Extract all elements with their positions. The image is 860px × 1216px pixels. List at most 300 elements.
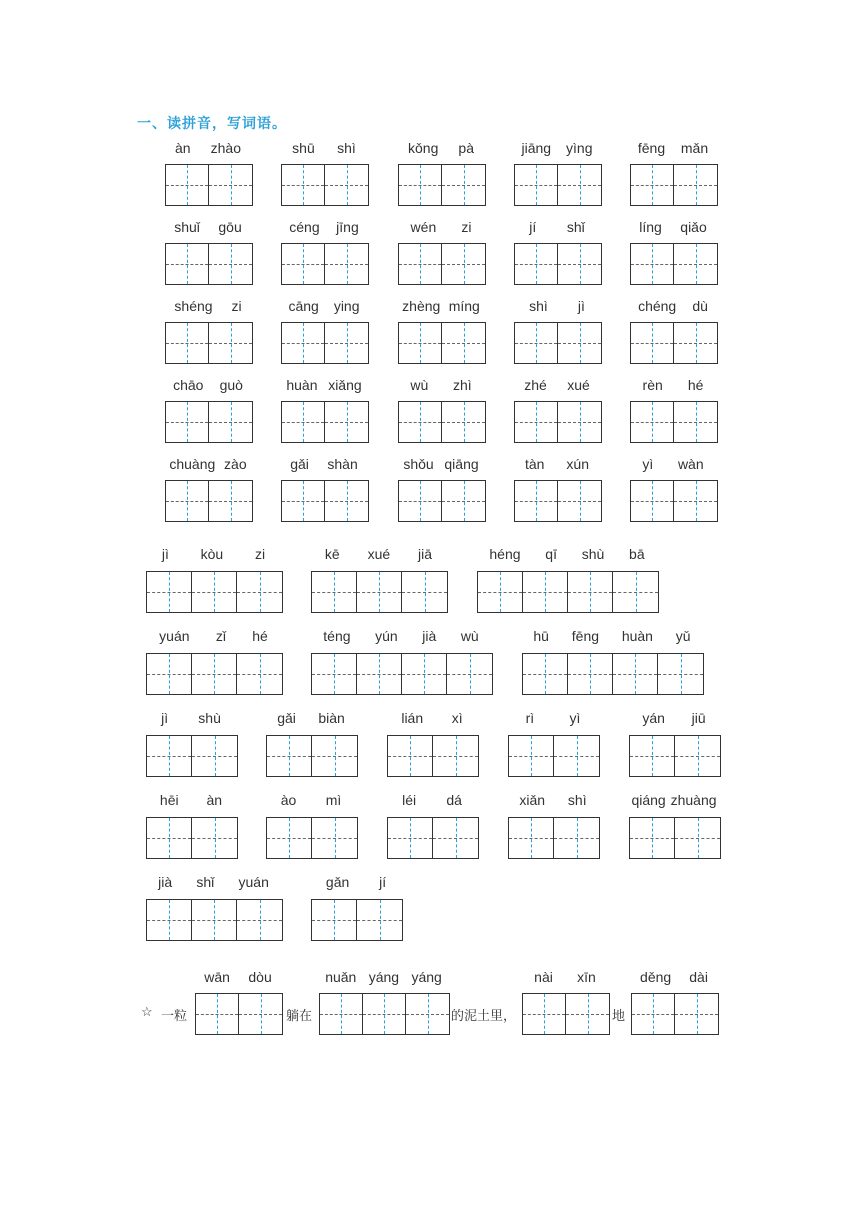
writing-cell[interactable] [558, 323, 601, 363]
writing-grid[interactable] [514, 164, 602, 206]
pinyin-label [508, 792, 598, 812]
writing-cell[interactable] [325, 481, 368, 521]
pinyin-syllable: xué [367, 546, 391, 562]
pinyin-syllable: míng [448, 298, 480, 314]
writing-grid[interactable] [387, 735, 479, 777]
pinyin-syllable: qiáng [631, 792, 666, 808]
writing-grid[interactable] [630, 322, 718, 364]
writing-cell[interactable] [282, 244, 325, 284]
pinyin-label [195, 969, 281, 989]
pinyin-syllable: tàn [524, 456, 545, 472]
writing-cell[interactable] [388, 818, 433, 858]
pinyin-syllable: yìng [566, 140, 593, 156]
pinyin-syllable: chéng [638, 298, 677, 314]
pinyin-syllable: wān [204, 969, 230, 985]
pinyin-label [630, 456, 716, 476]
pinyin-label [514, 298, 600, 318]
writing-grid[interactable] [195, 993, 283, 1035]
writing-cell[interactable] [566, 994, 609, 1034]
writing-cell[interactable] [196, 994, 239, 1034]
writing-cell[interactable] [515, 402, 558, 442]
pinyin-syllable: shì [529, 298, 548, 314]
writing-grid[interactable] [398, 164, 486, 206]
writing-cell[interactable] [166, 165, 209, 205]
word-item [311, 628, 491, 699]
pinyin-syllable: zhào [210, 140, 241, 156]
writing-cell[interactable] [554, 736, 599, 776]
pinyin-label [311, 874, 401, 894]
writing-cell[interactable] [478, 572, 523, 612]
writing-grid[interactable] [146, 735, 238, 777]
writing-cell[interactable] [237, 654, 282, 694]
word-item [514, 298, 600, 368]
writing-cell[interactable] [399, 402, 442, 442]
writing-grid[interactable] [311, 653, 493, 695]
writing-cell[interactable] [209, 323, 252, 363]
writing-cell[interactable] [399, 323, 442, 363]
writing-cell[interactable] [166, 323, 209, 363]
writing-cell[interactable] [631, 481, 674, 521]
writing-grid[interactable] [522, 653, 704, 695]
writing-grid[interactable] [631, 993, 719, 1035]
writing-cell[interactable] [675, 994, 718, 1034]
writing-cell[interactable] [147, 818, 192, 858]
writing-grid[interactable] [146, 653, 283, 695]
writing-cell[interactable] [568, 654, 613, 694]
writing-grid[interactable] [629, 817, 721, 859]
writing-cell[interactable] [433, 818, 478, 858]
writing-grid[interactable] [522, 993, 610, 1035]
word-item [281, 140, 367, 210]
writing-cell[interactable] [674, 402, 717, 442]
writing-grid[interactable] [146, 571, 283, 613]
pinyin-syllable: jiū [691, 710, 706, 726]
pinyin-syllable: yuán [159, 628, 190, 644]
pinyin-syllable: rèn [642, 377, 663, 393]
pinyin-syllable: zǐ [215, 628, 226, 644]
pinyin-syllable: jià [158, 874, 173, 890]
writing-grid[interactable] [311, 571, 448, 613]
writing-cell[interactable] [658, 654, 703, 694]
pinyin-syllable: yì [642, 456, 654, 472]
star-marker: ☆ [141, 1005, 153, 1020]
writing-cell[interactable] [192, 572, 237, 612]
writing-cell[interactable] [147, 900, 192, 940]
word-item [165, 140, 251, 210]
pinyin-syllable: kǒng [408, 140, 439, 156]
pinyin-syllable: céng [289, 219, 320, 235]
writing-cell[interactable] [509, 736, 554, 776]
pinyin-syllable: yáng [411, 969, 442, 985]
writing-cell[interactable] [325, 165, 368, 205]
pinyin-syllable: xīn [577, 969, 596, 985]
pinyin-syllable: ying [333, 298, 360, 314]
writing-cell[interactable] [568, 572, 613, 612]
word-item [387, 710, 477, 781]
pinyin-syllable: shū [292, 140, 315, 156]
writing-cell[interactable] [192, 900, 237, 940]
pinyin-syllable: jià [422, 628, 437, 644]
section-title: 一、读拼音，写词语。 [137, 116, 287, 132]
word-item [630, 377, 716, 447]
writing-cell[interactable] [312, 654, 357, 694]
pinyin-syllable: wù [410, 377, 429, 393]
pinyin-label [146, 628, 281, 648]
pinyin-syllable: jí [379, 874, 387, 890]
pinyin-syllable: xiǎn [519, 792, 546, 808]
writing-grid[interactable] [165, 243, 253, 285]
pinyin-syllable: yún [375, 628, 398, 644]
pinyin-label [266, 710, 356, 730]
writing-cell[interactable] [674, 323, 717, 363]
pinyin-label [281, 456, 367, 476]
pinyin-label [398, 456, 484, 476]
writing-grid[interactable] [398, 243, 486, 285]
pinyin-syllable: shuǐ [174, 219, 200, 235]
writing-cell[interactable] [399, 244, 442, 284]
pinyin-syllable: àn [175, 140, 191, 156]
writing-grid[interactable] [165, 401, 253, 443]
writing-cell[interactable] [192, 736, 237, 776]
writing-cell[interactable] [558, 244, 601, 284]
word-item [398, 219, 484, 289]
word-item [281, 219, 367, 289]
word-item [146, 546, 281, 617]
writing-cell[interactable] [523, 572, 568, 612]
writing-cell[interactable] [166, 244, 209, 284]
writing-cell[interactable] [147, 572, 192, 612]
pinyin-label [398, 219, 484, 239]
pinyin-syllable: ào [280, 792, 297, 808]
writing-grid[interactable] [387, 817, 479, 859]
writing-cell[interactable] [509, 818, 554, 858]
writing-cell[interactable] [631, 165, 674, 205]
writing-cell[interactable] [399, 165, 442, 205]
pinyin-label [398, 140, 484, 160]
writing-cell[interactable] [209, 244, 252, 284]
writing-grid[interactable] [514, 401, 602, 443]
writing-cell[interactable] [282, 481, 325, 521]
pinyin-label [477, 546, 657, 566]
writing-cell[interactable] [325, 323, 368, 363]
writing-grid[interactable] [319, 993, 450, 1035]
writing-grid[interactable] [514, 480, 602, 522]
pinyin-label [630, 219, 716, 239]
pinyin-syllable: yán [642, 710, 665, 726]
writing-grid[interactable] [514, 322, 602, 364]
writing-cell[interactable] [147, 736, 192, 776]
writing-cell[interactable] [399, 481, 442, 521]
pinyin-label [514, 219, 600, 239]
word-item [311, 874, 401, 945]
writing-cell[interactable] [515, 165, 558, 205]
writing-cell[interactable] [192, 654, 237, 694]
writing-cell[interactable] [312, 736, 357, 776]
pinyin-syllable: pà [458, 140, 474, 156]
writing-grid[interactable] [146, 817, 238, 859]
writing-grid[interactable] [281, 322, 369, 364]
pinyin-syllable: shǐ [566, 219, 585, 235]
writing-grid[interactable] [477, 571, 659, 613]
pinyin-syllable: àn [206, 792, 223, 808]
writing-cell[interactable] [402, 654, 447, 694]
word-item [522, 969, 608, 1039]
pinyin-syllable: dài [689, 969, 708, 985]
pinyin-label [146, 710, 236, 730]
writing-cell[interactable] [312, 572, 357, 612]
writing-cell[interactable] [447, 654, 492, 694]
writing-cell[interactable] [209, 481, 252, 521]
writing-cell[interactable] [442, 165, 485, 205]
pinyin-label [514, 456, 600, 476]
writing-grid[interactable] [508, 817, 600, 859]
writing-cell[interactable] [239, 994, 282, 1034]
writing-cell[interactable] [442, 402, 485, 442]
writing-grid[interactable] [281, 480, 369, 522]
word-item [165, 456, 251, 526]
word-item [630, 140, 716, 210]
writing-cell[interactable] [363, 994, 406, 1034]
word-item [630, 456, 716, 526]
writing-cell[interactable] [325, 402, 368, 442]
writing-grid[interactable] [629, 735, 721, 777]
pinyin-syllable: dòu [248, 969, 272, 985]
pinyin-syllable: gǎn [325, 874, 350, 890]
word-item [477, 546, 657, 617]
writing-cell[interactable] [674, 165, 717, 205]
pinyin-label [165, 456, 251, 476]
pinyin-syllable: jì [161, 546, 169, 562]
writing-cell[interactable] [442, 481, 485, 521]
word-item [630, 298, 716, 368]
writing-grid[interactable] [165, 480, 253, 522]
writing-cell[interactable] [631, 244, 674, 284]
word-item [630, 219, 716, 289]
pinyin-syllable: qiāng [444, 456, 479, 472]
writing-cell[interactable] [433, 736, 478, 776]
writing-cell[interactable] [675, 818, 720, 858]
writing-cell[interactable] [166, 481, 209, 521]
word-item [514, 377, 600, 447]
pinyin-syllable: yáng [368, 969, 400, 985]
word-item [508, 792, 598, 863]
pinyin-syllable: mǎn [680, 140, 709, 156]
writing-grid[interactable] [630, 243, 718, 285]
writing-grid[interactable] [398, 322, 486, 364]
writing-grid[interactable] [630, 164, 718, 206]
pinyin-syllable: hū [533, 628, 549, 644]
word-item [281, 298, 367, 368]
writing-cell[interactable] [558, 402, 601, 442]
pinyin-syllable: shì [567, 792, 587, 808]
writing-grid[interactable] [266, 817, 358, 859]
pinyin-syllable: yuán [238, 874, 269, 890]
pinyin-label [146, 546, 281, 566]
pinyin-label [630, 377, 716, 397]
writing-grid[interactable] [398, 480, 486, 522]
writing-cell[interactable] [237, 900, 282, 940]
writing-cell[interactable] [558, 481, 601, 521]
writing-cell[interactable] [166, 402, 209, 442]
pinyin-syllable: léi [402, 792, 417, 808]
writing-cell[interactable] [523, 994, 566, 1034]
pinyin-syllable: gōu [218, 219, 242, 235]
word-item [629, 710, 719, 781]
writing-cell[interactable] [613, 654, 658, 694]
pinyin-syllable: xué [567, 377, 590, 393]
pinyin-syllable: zhé [524, 377, 547, 393]
writing-grid[interactable] [398, 401, 486, 443]
word-item [514, 219, 600, 289]
writing-cell[interactable] [357, 572, 402, 612]
word-item [146, 792, 236, 863]
pinyin-syllable: shì [337, 140, 356, 156]
pinyin-label [522, 628, 702, 648]
word-item [165, 377, 251, 447]
word-item [146, 710, 236, 781]
writing-cell[interactable] [674, 244, 717, 284]
writing-cell[interactable] [357, 900, 402, 940]
pinyin-label [631, 969, 717, 989]
writing-cell[interactable] [630, 736, 675, 776]
word-item [522, 628, 702, 699]
writing-cell[interactable] [515, 244, 558, 284]
pinyin-label [630, 298, 716, 318]
pinyin-label [522, 969, 608, 989]
word-item [146, 874, 281, 945]
writing-cell[interactable] [267, 736, 312, 776]
writing-cell[interactable] [674, 481, 717, 521]
word-item [398, 377, 484, 447]
writing-cell[interactable] [209, 402, 252, 442]
writing-grid[interactable] [146, 899, 283, 941]
pinyin-syllable: jì [577, 298, 585, 314]
writing-grid[interactable] [281, 164, 369, 206]
pinyin-syllable: wàn [677, 456, 704, 472]
pinyin-label [165, 298, 251, 318]
writing-cell[interactable] [267, 818, 312, 858]
writing-cell[interactable] [388, 736, 433, 776]
pinyin-label [387, 792, 477, 812]
writing-cell[interactable] [282, 323, 325, 363]
writing-grid[interactable] [514, 243, 602, 285]
writing-cell[interactable] [320, 994, 363, 1034]
writing-cell[interactable] [312, 818, 357, 858]
pinyin-syllable: jì [161, 710, 169, 726]
pinyin-syllable: shéng [174, 298, 213, 314]
pinyin-label [281, 140, 367, 160]
writing-cell[interactable] [515, 323, 558, 363]
pinyin-syllable: dù [692, 298, 708, 314]
writing-grid[interactable] [266, 735, 358, 777]
writing-cell[interactable] [442, 244, 485, 284]
pinyin-label [146, 792, 236, 812]
writing-cell[interactable] [282, 165, 325, 205]
writing-cell[interactable] [312, 900, 357, 940]
writing-cell[interactable] [237, 572, 282, 612]
writing-cell[interactable] [630, 818, 675, 858]
pinyin-syllable: dá [446, 792, 462, 808]
word-item [281, 377, 367, 447]
writing-cell[interactable] [357, 654, 402, 694]
word-item [629, 792, 719, 863]
pinyin-syllable: gǎi [277, 710, 296, 726]
pinyin-syllable: nuǎn [325, 969, 357, 985]
word-item [387, 792, 477, 863]
writing-cell[interactable] [675, 736, 720, 776]
word-item [165, 298, 251, 368]
sentence-text-4: 地 [612, 1009, 626, 1024]
writing-cell[interactable] [631, 402, 674, 442]
pinyin-syllable: zhì [452, 377, 472, 393]
pinyin-syllable: cāng [288, 298, 319, 314]
word-item [398, 298, 484, 368]
writing-cell[interactable] [209, 165, 252, 205]
pinyin-syllable: chuàng [169, 456, 216, 472]
pinyin-label [281, 377, 367, 397]
pinyin-syllable: xún [566, 456, 589, 472]
pinyin-syllable: zhuàng [670, 792, 717, 808]
writing-cell[interactable] [613, 572, 658, 612]
pinyin-syllable: zi [231, 298, 242, 314]
writing-cell[interactable] [523, 654, 568, 694]
writing-grid[interactable] [281, 401, 369, 443]
writing-cell[interactable] [515, 481, 558, 521]
pinyin-label [311, 628, 491, 648]
pinyin-syllable: huàn [286, 377, 318, 393]
writing-cell[interactable] [406, 994, 449, 1034]
writing-cell[interactable] [632, 994, 675, 1034]
pinyin-syllable: zi [254, 546, 266, 562]
pinyin-label [281, 298, 367, 318]
pinyin-syllable: rì [525, 710, 535, 726]
pinyin-syllable: mì [325, 792, 342, 808]
writing-cell[interactable] [325, 244, 368, 284]
writing-grid[interactable] [311, 899, 403, 941]
writing-grid[interactable] [508, 735, 600, 777]
writing-grid[interactable] [630, 401, 718, 443]
writing-cell[interactable] [192, 818, 237, 858]
pinyin-label [630, 140, 716, 160]
pinyin-label [319, 969, 448, 989]
word-item [398, 456, 484, 526]
writing-grid[interactable] [281, 243, 369, 285]
word-item [631, 969, 717, 1039]
pinyin-label [266, 792, 356, 812]
pinyin-syllable: lián [401, 710, 424, 726]
pinyin-syllable: jīng [336, 219, 359, 235]
pinyin-label [508, 710, 598, 730]
writing-cell[interactable] [558, 165, 601, 205]
writing-grid[interactable] [165, 322, 253, 364]
pinyin-syllable: shǒu [403, 456, 434, 472]
writing-grid[interactable] [165, 164, 253, 206]
writing-cell[interactable] [442, 323, 485, 363]
pinyin-label [629, 710, 719, 730]
writing-grid[interactable] [630, 480, 718, 522]
pinyin-syllable: fēng [571, 628, 600, 644]
writing-cell[interactable] [282, 402, 325, 442]
pinyin-label [514, 140, 600, 160]
pinyin-syllable: xì [451, 710, 463, 726]
pinyin-syllable: shù [581, 546, 605, 562]
writing-cell[interactable] [147, 654, 192, 694]
writing-cell[interactable] [402, 572, 447, 612]
pinyin-syllable: hé [687, 377, 704, 393]
writing-cell[interactable] [554, 818, 599, 858]
pinyin-syllable: zhèng [402, 298, 441, 314]
writing-cell[interactable] [631, 323, 674, 363]
